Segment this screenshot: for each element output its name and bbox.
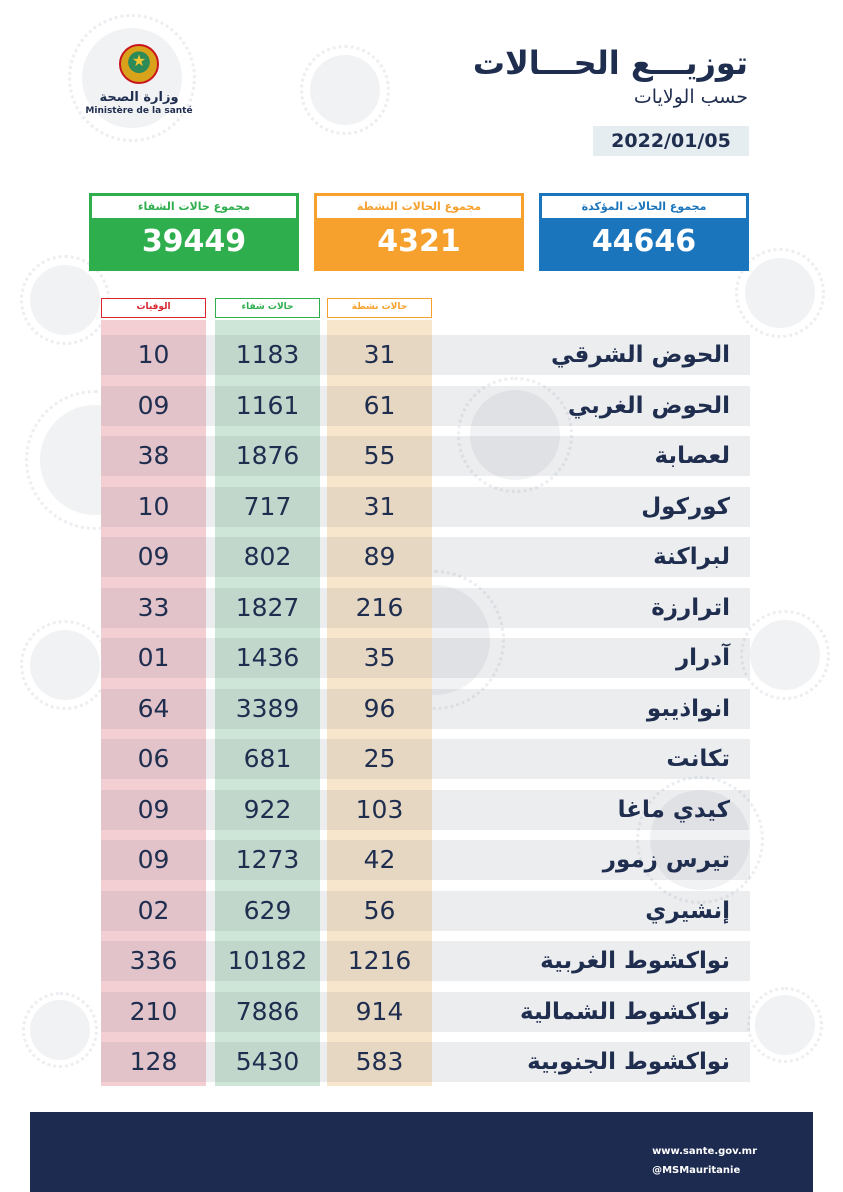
ministry-name-french: Ministère de la santé: [85, 106, 193, 116]
deaths-cell: 38: [137, 441, 170, 470]
background-virus-icon: [750, 620, 820, 690]
active-cases-cell: 216: [355, 592, 404, 622]
active-cases-cell: 96: [363, 693, 396, 723]
recovered-cases-cell: 1876: [235, 441, 300, 470]
region-name: انواذيبو: [646, 695, 730, 722]
recovered-cases-cell: 3389: [235, 693, 300, 723]
footer-website: www.sante.gov.mr: [652, 1146, 757, 1157]
region-name: نواكشوط الغربية: [540, 948, 730, 974]
page-title: توزيـــع الحـــالات: [472, 44, 748, 82]
region-name: نواكشوط الشمالية: [520, 998, 730, 1025]
region-name: نواكشوط الجنوبية: [527, 1049, 730, 1075]
deaths-cell: 01: [137, 643, 170, 672]
table-row: [101, 431, 750, 481]
active-total-card: [314, 193, 524, 271]
recovered-cases-cell: 629: [243, 895, 292, 925]
mauritania-emblem-icon: [119, 44, 159, 84]
deaths-cell: 210: [129, 996, 178, 1026]
recovered-cases-cell: 10182: [227, 946, 308, 975]
table-row: [101, 835, 750, 885]
recovered-total-label: مجموع حالات الشفاء: [92, 196, 296, 218]
table-row: [101, 532, 750, 582]
region-name: كوركول: [641, 493, 730, 520]
table-row: [101, 987, 750, 1037]
recovered-cases-cell: 5430: [235, 1047, 300, 1076]
deaths-cell: 09: [137, 845, 170, 874]
column-header-recovered: حالات شفاء: [215, 298, 320, 318]
report-date: 2022/01/05: [593, 126, 749, 156]
active-cases-cell: 1216: [347, 946, 412, 975]
active-cases-cell: 61: [363, 390, 396, 420]
region-name: لبراكنة: [653, 544, 730, 570]
active-cases-cell: 31: [363, 491, 396, 521]
region-name: اترارزة: [651, 594, 730, 621]
ministry-logo: [84, 44, 194, 116]
region-name: آدرار: [675, 645, 730, 671]
recovered-cases-cell: 802: [243, 542, 292, 571]
deaths-cell: 128: [129, 1047, 178, 1076]
confirmed-total-card: [539, 193, 749, 271]
recovered-cases-cell: 681: [243, 744, 292, 773]
table-row: [101, 633, 750, 683]
region-name: الحوض الغربي: [567, 392, 730, 419]
active-cases-cell: 56: [363, 895, 396, 925]
recovered-cases-cell: 1161: [235, 390, 300, 420]
background-virus-icon: [310, 55, 380, 125]
active-cases-cell: 103: [355, 794, 404, 824]
recovered-cases-cell: 1273: [235, 845, 300, 874]
column-header-active: حالات نشطة: [327, 298, 432, 318]
page-header: [473, 44, 748, 108]
table-row: [101, 734, 750, 784]
deaths-cell: 02: [137, 895, 170, 925]
active-cases-cell: 25: [363, 744, 396, 773]
region-name: تكانت: [666, 746, 730, 772]
recovered-total-value: 39449: [141, 224, 247, 259]
table-row: [101, 330, 750, 380]
table-row: [101, 482, 750, 532]
ministry-name-arabic: وزارة الصحة: [99, 90, 179, 105]
table-row: [101, 785, 750, 835]
recovered-cases-cell: 1183: [235, 340, 300, 369]
confirmed-total-value: 44646: [591, 224, 697, 259]
background-virus-icon: [755, 995, 815, 1055]
background-virus-icon: [745, 258, 815, 328]
active-cases-cell: 55: [363, 441, 396, 470]
active-cases-cell: 914: [355, 996, 404, 1026]
footer-bar: [30, 1112, 813, 1192]
deaths-cell: 06: [137, 744, 170, 773]
table-row: [101, 381, 750, 431]
column-header-deaths: الوفيات: [101, 298, 206, 318]
active-cases-cell: 31: [363, 340, 396, 369]
region-name: الحوض الشرقي: [550, 342, 730, 368]
table-row: [101, 886, 750, 936]
deaths-cell: 09: [137, 542, 170, 571]
region-name: تيرس زمور: [602, 847, 730, 873]
background-virus-icon: [30, 630, 100, 700]
deaths-cell: 09: [137, 794, 170, 824]
deaths-cell: 10: [137, 340, 170, 369]
recovered-cases-cell: 7886: [235, 996, 300, 1026]
recovered-cases-cell: 1436: [235, 643, 300, 672]
background-virus-icon: [30, 1000, 90, 1060]
background-virus-icon: [30, 265, 100, 335]
table-row: [101, 684, 750, 734]
recovered-cases-cell: 922: [243, 794, 292, 824]
active-cases-cell: 35: [363, 643, 396, 672]
region-name: إنشيري: [645, 897, 730, 924]
active-cases-cell: 89: [363, 542, 396, 571]
page-subtitle: حسب الولايات: [633, 86, 748, 108]
active-total-value: 4321: [377, 224, 461, 259]
region-name: كيدي ماغا: [617, 796, 730, 823]
confirmed-total-label: مجموع الحالات المؤكدة: [542, 196, 746, 218]
recovered-total-card: [89, 193, 299, 271]
deaths-cell: 64: [137, 693, 170, 723]
deaths-cell: 336: [129, 946, 178, 975]
deaths-cell: 09: [137, 390, 170, 420]
table-row: [101, 583, 750, 633]
region-name: لعصابة: [654, 443, 730, 469]
deaths-cell: 10: [137, 491, 170, 521]
recovered-cases-cell: 717: [243, 491, 292, 521]
deaths-cell: 33: [137, 592, 170, 622]
footer-social: @MSMauritanie: [652, 1165, 741, 1176]
active-cases-cell: 583: [355, 1047, 404, 1076]
table-row: [101, 1037, 750, 1087]
recovered-cases-cell: 1827: [235, 592, 300, 622]
table-row: [101, 936, 750, 986]
active-cases-cell: 42: [363, 845, 396, 874]
active-total-label: مجموع الحالات النشطة: [317, 196, 521, 218]
